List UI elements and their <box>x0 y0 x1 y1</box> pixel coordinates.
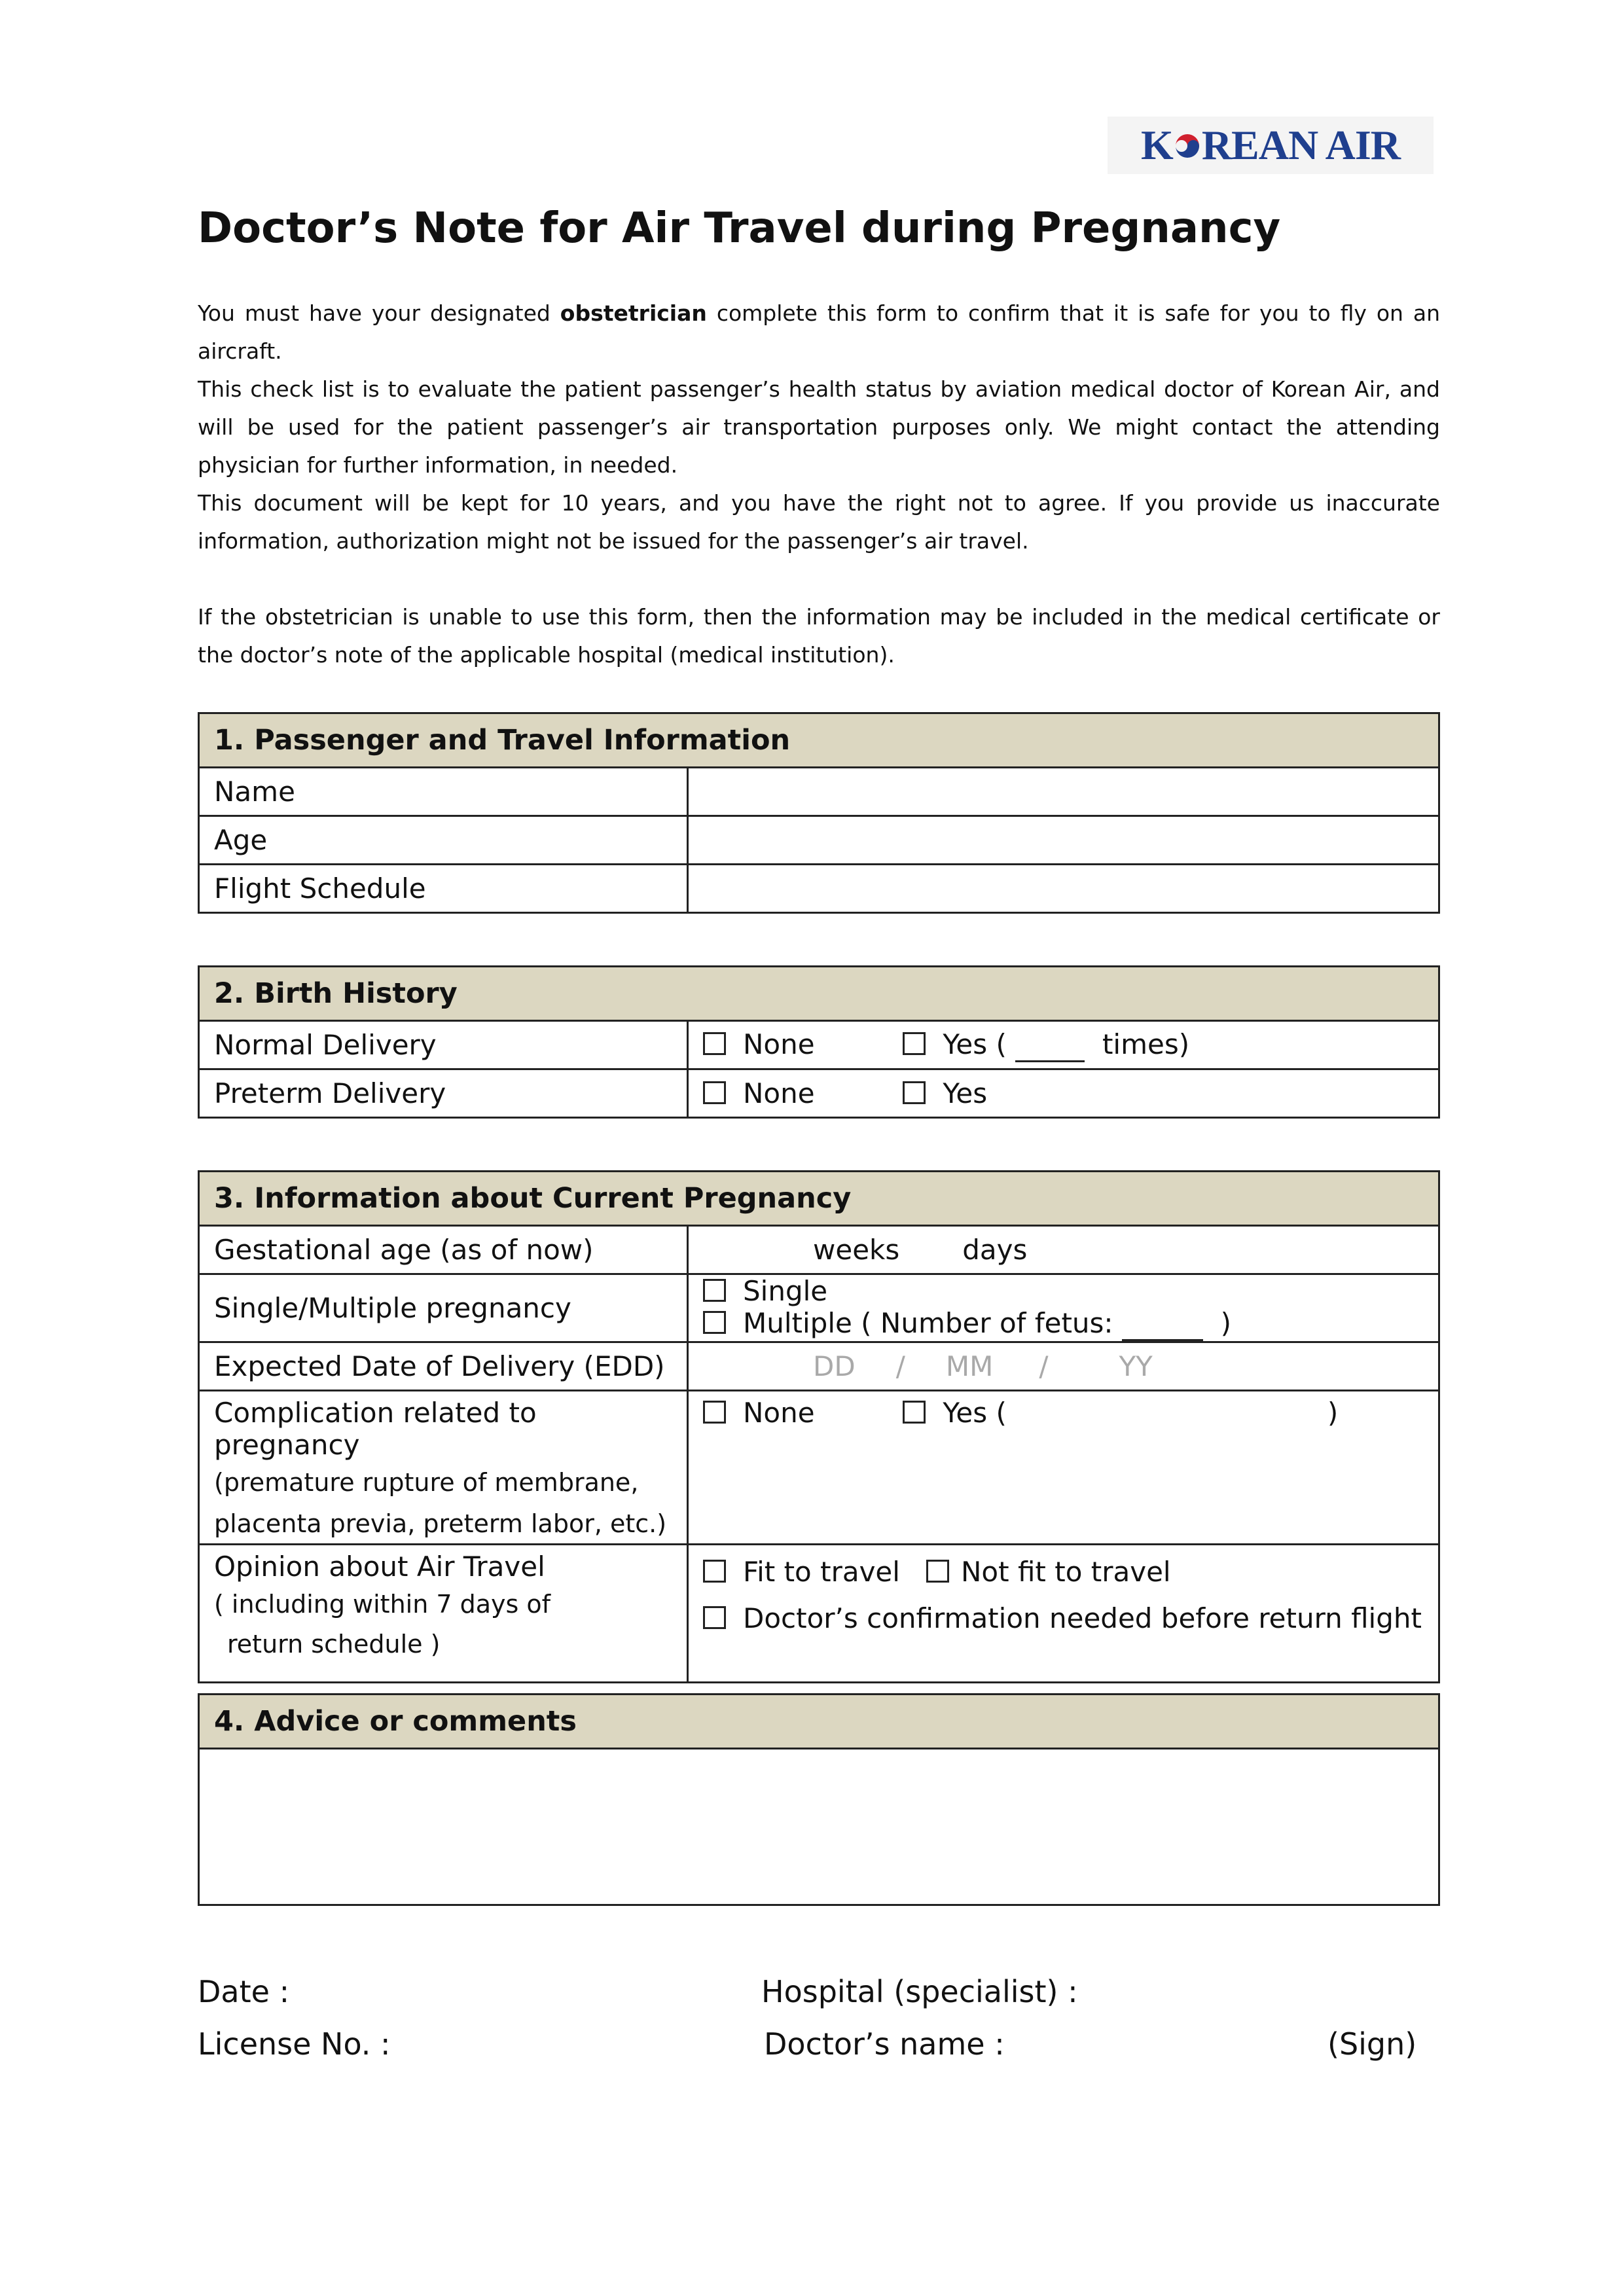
gestational-age-label: Gestational age (as of now) <box>199 1226 688 1274</box>
section-birth-history <box>198 965 1440 1119</box>
complication-none-checkbox[interactable] <box>703 1401 726 1424</box>
age-field[interactable] <box>688 816 1439 865</box>
section-4-title: 4. Advice or comments <box>199 1695 1439 1749</box>
section-current-pregnancy <box>198 1170 1440 1683</box>
normal-delivery-options: None Yes ( times) <box>688 1021 1439 1069</box>
advice-field[interactable] <box>199 1749 1439 1905</box>
sign-label: (Sign) <box>1327 2026 1417 2062</box>
opinion-label-cell: Opinion about Air Travel ( including within 7 days of return schedule ) <box>199 1545 688 1683</box>
age-label: Age <box>199 816 688 865</box>
section-2-title: 2. Birth History <box>199 967 1439 1021</box>
gestational-age-field[interactable]: weeks days <box>688 1226 1439 1274</box>
korean-air-logo <box>1108 117 1434 174</box>
edd-mm: MM <box>945 1350 994 1382</box>
single-multiple-options: Single Multiple ( Number of fetus: ) <box>688 1274 1439 1342</box>
section-1-title: 1. Passenger and Travel Information <box>199 713 1439 768</box>
intro-paragraph-3: This document will be kept for 10 years, and you have the right not to agree. If you provide us inaccurate information, authorization might not be issued for the passenger’s air travel. <box>198 490 1440 554</box>
single-multiple-label: Single/Multiple pregnancy <box>199 1274 688 1342</box>
fit-to-travel-checkbox[interactable] <box>703 1560 726 1583</box>
section-3-title: 3. Information about Current Pregnancy <box>199 1172 1439 1226</box>
logo-text-rest: REAN AIR <box>1201 122 1400 168</box>
multiple-checkbox[interactable] <box>703 1311 726 1334</box>
edd-dd: DD <box>813 1350 856 1382</box>
page-title: Doctor’s Note for Air Travel during Pregnancy <box>198 204 1281 253</box>
date-label: Date : <box>198 1974 290 2009</box>
intro-paragraph-2: This check list is to evaluate the patient passenger’s health status by aviation medical doctor of Korean Air, and will be used for the patient passenger’s air transportation purposes only. We might contact the attending physician for further information, in needed. <box>198 376 1440 478</box>
flight-schedule-label: Flight Schedule <box>199 865 688 913</box>
flight-schedule-field[interactable] <box>688 865 1439 913</box>
number-of-fetus-blank[interactable] <box>1122 1307 1203 1341</box>
not-fit-to-travel-checkbox[interactable] <box>926 1560 949 1583</box>
normal-yes-checkbox[interactable] <box>903 1032 926 1055</box>
doctor-confirmation-checkbox[interactable] <box>703 1606 726 1629</box>
complication-options: None Yes ( ) <box>688 1391 1439 1545</box>
normal-times-blank[interactable] <box>1015 1028 1085 1062</box>
logo-text-k: K <box>1141 122 1173 168</box>
license-label: License No. : <box>198 2026 391 2062</box>
complication-yes-checkbox[interactable] <box>903 1401 926 1424</box>
normal-delivery-label: Normal Delivery <box>199 1021 688 1069</box>
hospital-label: Hospital (specialist) : <box>761 1974 1078 2009</box>
edd-yy: YY <box>1119 1350 1153 1382</box>
section-passenger-info <box>198 712 1440 914</box>
intro-text <box>198 295 1440 674</box>
preterm-none-checkbox[interactable] <box>703 1081 726 1104</box>
name-field[interactable] <box>688 768 1439 816</box>
edd-label: Expected Date of Delivery (EDD) <box>199 1342 688 1391</box>
complication-label: Complication related to pregnancy <box>214 1397 537 1461</box>
preterm-delivery-label: Preterm Delivery <box>199 1069 688 1118</box>
opinion-label: Opinion about Air Travel <box>214 1551 545 1583</box>
edd-field[interactable]: DD / MM / YY <box>688 1342 1439 1391</box>
opinion-options: Fit to travel Not fit to travel Doctor’s confirmation needed before return flight <box>688 1545 1439 1683</box>
complication-label-cell: Complication related to pregnancy (premature rupture of membrane, placenta previa, preterm labor, etc.) <box>199 1391 688 1545</box>
obstetrician-bold: obstetrician <box>560 300 707 326</box>
single-checkbox[interactable] <box>703 1279 726 1302</box>
preterm-yes-checkbox[interactable] <box>903 1081 926 1104</box>
name-label: Name <box>199 768 688 816</box>
intro-paragraph-1: You must have your designated obstetrician complete this form to confirm that it is safe for you to fly on an aircraft. <box>198 300 1440 364</box>
section-advice <box>198 1693 1440 1906</box>
intro-paragraph-4: If the obstetrician is unable to use this form, then the information may be included in the medical certificate or the doctor’s note of the applicable hospital (medical institution). <box>198 604 1440 668</box>
normal-none-checkbox[interactable] <box>703 1032 726 1055</box>
preterm-delivery-options: None Yes <box>688 1069 1439 1118</box>
taeguk-icon <box>1174 130 1200 160</box>
doctor-name-label: Doctor’s name : <box>764 2026 1005 2062</box>
